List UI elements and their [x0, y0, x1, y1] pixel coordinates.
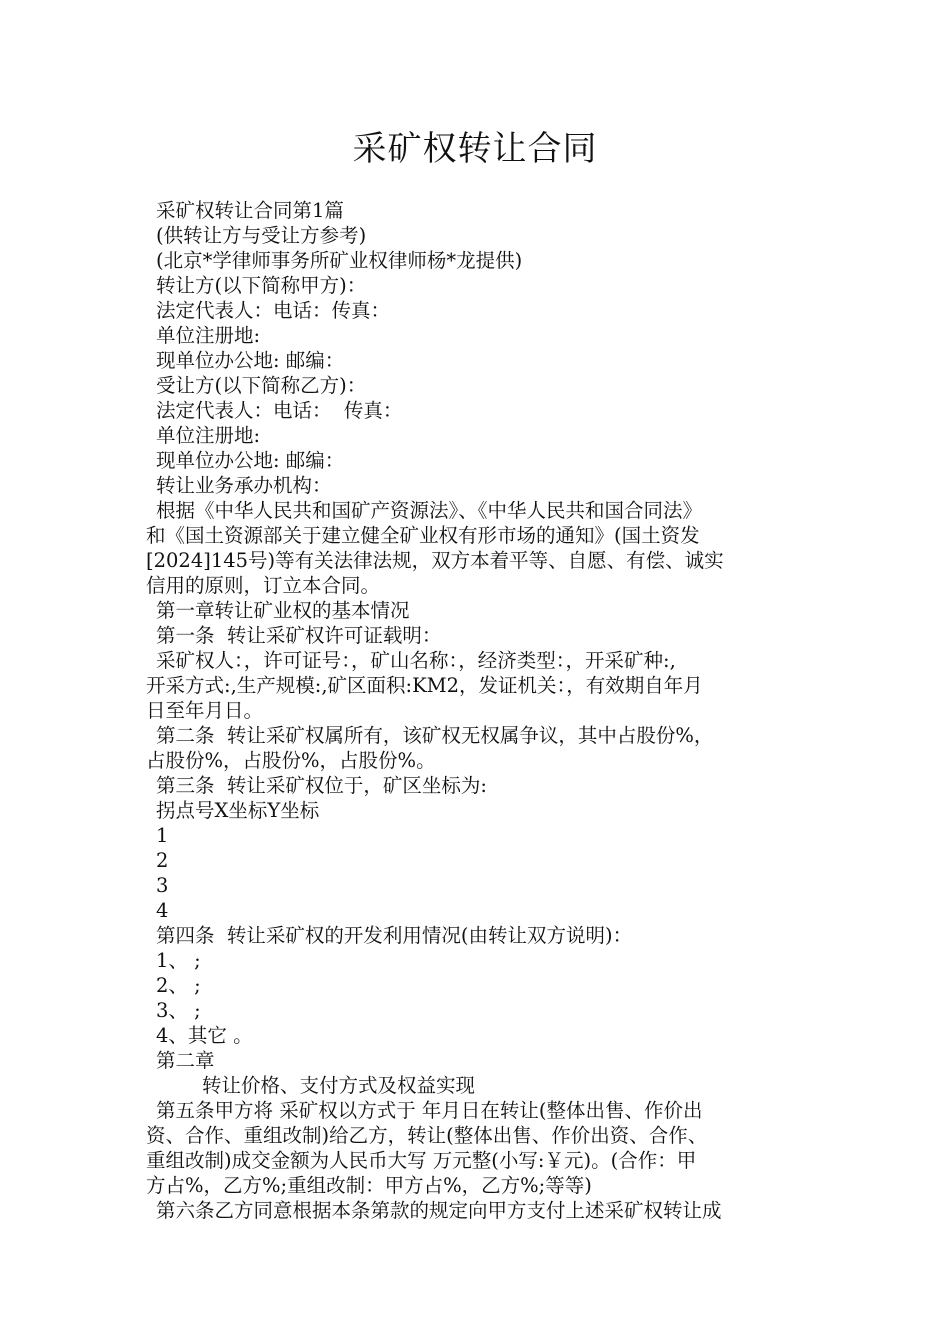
- document-line: [2024]145号)等有关法律法规，双方本着平等、自愿、有偿、诚实: [146, 549, 724, 572]
- document-line: 重组改制)成交金额为人民币大写 万元整(小写:￥元)。(合作：甲: [146, 1149, 697, 1172]
- document-line: 拐点号X坐标Y坐标: [156, 799, 320, 822]
- document-line: 3: [156, 874, 169, 897]
- document-line: 现单位办公地: 邮编：: [156, 449, 345, 472]
- document-line: 第二章: [156, 1049, 215, 1072]
- document-line: 4、其它 。: [156, 1024, 253, 1047]
- document-line: 信用的原则，订立本合同。: [146, 574, 381, 597]
- document-line: 现单位办公地: 邮编：: [156, 349, 345, 372]
- document-line: 根据《中华人民共和国矿产资源法》、《中华人民共和国合同法》: [156, 499, 703, 522]
- document-line: 第一条 转让采矿权许可证载明：: [156, 624, 442, 647]
- document-line: 转让方(以下简称甲方)：: [156, 274, 367, 297]
- document-line: 法定代表人：电话：传真：: [156, 299, 391, 322]
- document-line: 日至年月日。: [146, 699, 264, 722]
- document-line: 2、 ;: [156, 974, 201, 997]
- document-line: 转让业务承办机构：: [156, 474, 332, 497]
- document-body: [146, 198, 810, 1223]
- document-line: 2: [156, 849, 169, 872]
- document-line: 和《国土资源部关于建立健全矿业权有形市场的通知》(国土资发: [146, 524, 700, 547]
- document-line: (北京*学律师事务所矿业权律师杨*龙提供): [156, 249, 523, 272]
- document-line: 采矿权人：，许可证号：，矿山名称：，经济类型：，开采矿种:,: [156, 649, 676, 672]
- document-line: 第四条 转让采矿权的开发利用情况(由转让双方说明)：: [156, 924, 633, 947]
- document-line: 开采方式:,生产规模:,矿区面积:KM2，发证机关：，有效期自年月: [146, 674, 703, 697]
- document-line: 4: [156, 899, 169, 922]
- document-line: 资、合作、重组改制)给乙方，转让(整体出售、作价出资、合作、: [146, 1124, 708, 1147]
- document-line: 受让方(以下简称乙方)：: [156, 374, 367, 397]
- document-line: 方占%，乙方%;重组改制：甲方占%，乙方%;等等): [146, 1174, 592, 1197]
- document-line: 第一章转让矿业权的基本情况: [156, 599, 410, 622]
- document-line: 3、 ;: [156, 999, 201, 1022]
- document-line: 第六条乙方同意根据本条第款的规定向甲方支付上述采矿权转让成: [156, 1199, 722, 1222]
- document-line: 第三条 转让采矿权位于，矿区坐标为:: [156, 774, 487, 797]
- document-line: (供转让方与受让方参考): [156, 224, 367, 247]
- document-line: 法定代表人：电话： 传真：: [156, 399, 403, 422]
- document-line: 转让价格、支付方式及权益实现: [202, 1074, 476, 1097]
- document-line: 占股份%，占股份%，占股份%。: [146, 749, 436, 772]
- document-line: 1、 ;: [156, 949, 201, 972]
- document-line: 第二条 转让采矿权属所有，该矿权无权属争议，其中占股份%，: [156, 724, 714, 747]
- document-line: 采矿权转让合同第1篇: [156, 199, 344, 222]
- document-line: 单位注册地:: [156, 324, 261, 347]
- document-line: 单位注册地:: [156, 424, 261, 447]
- document-title: 采矿权转让合同: [352, 129, 598, 169]
- document-line: 第五条甲方将 采矿权以方式于 年月日在转让(整体出售、作价出: [156, 1099, 703, 1122]
- document-line: 1: [156, 824, 169, 847]
